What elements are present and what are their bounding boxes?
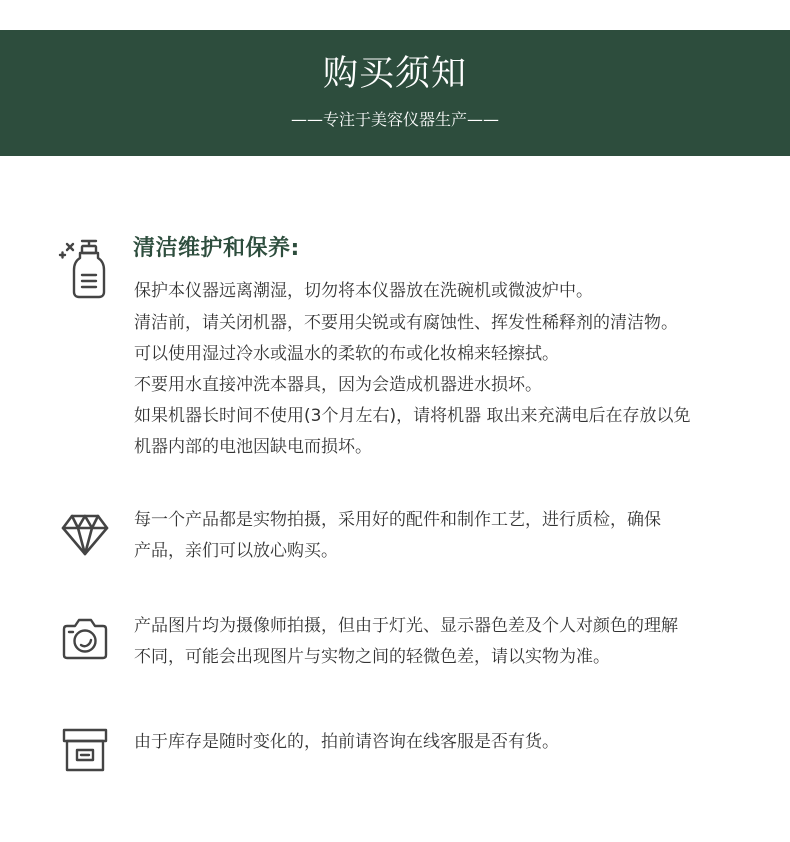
lotion-bottle-icon (58, 236, 108, 300)
page-subtitle: ——专注于美容仪器生产—— (290, 110, 499, 129)
camera-icon (61, 618, 109, 660)
page-title: 购买须知 (322, 54, 467, 94)
cleaning-text-line: 如果机器长时间不使用(3个月左右)，请将机器 取出来充满电后在存放以免 (134, 406, 691, 426)
photo-text-line: 产品图片均为摄像师拍摄，但由于灯光、显示器色差及个人对颜色的理解 (134, 616, 678, 636)
cleaning-text-line: 清洁前，请关闭机器，不要用尖锐或有腐蚀性、挥发性稀释剂的清洁物。 (134, 313, 678, 333)
cleaning-text-line: 保护本仪器远离潮湿，切勿将本仪器放在洗碗机或微波炉中。 (134, 281, 593, 301)
stock-text-line: 由于库存是随时变化的，拍前请咨询在线客服是否有货。 (134, 732, 559, 752)
quality-text-line: 每一个产品都是实物拍摄，采用好的配件和制作工艺，进行质检，确保 (134, 510, 661, 530)
section-heading-cleaning: 清洁维护和保养: (133, 236, 300, 261)
cleaning-text-line: 不要用水直接冲洗本器具，因为会造成机器进水损坏。 (134, 375, 542, 395)
cleaning-text-line: 可以使用湿过冷水或温水的柔软的布或化妆棉来轻擦拭。 (134, 344, 559, 364)
storage-box-icon (62, 728, 108, 774)
cleaning-text-line: 机器内部的电池因缺电而损坏。 (134, 437, 372, 457)
photo-text-line: 不同，可能会出现图片与实物之间的轻微色差，请以实物为准。 (134, 647, 610, 667)
quality-text-line: 产品，亲们可以放心购买。 (134, 541, 338, 561)
diamond-icon (61, 514, 109, 556)
